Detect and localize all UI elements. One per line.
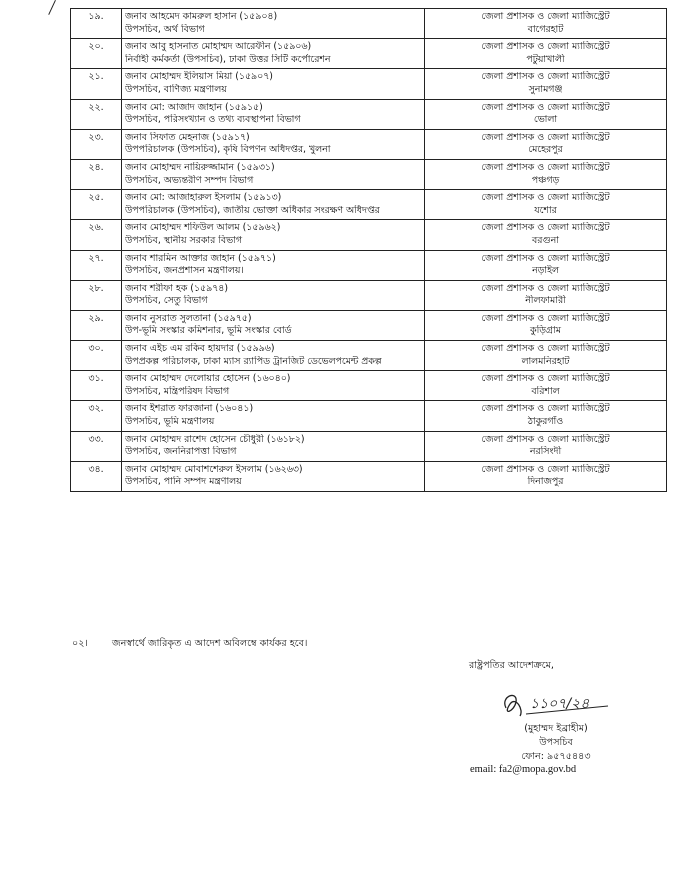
row-post-place: মেহেরপুর [528, 144, 563, 156]
row-person [122, 190, 425, 220]
row-person [122, 69, 425, 99]
corner-mark [48, 0, 56, 15]
row-person [122, 310, 425, 340]
row-person [122, 9, 425, 39]
paragraph-two [72, 637, 672, 652]
table-row [71, 99, 667, 129]
order-line: রাষ্ট্রপতির আদেশক্রমে, [469, 660, 554, 671]
row-post-title: জেলা প্রশাসক ও জেলা ম্যাজিস্ট্রেট [481, 161, 610, 173]
table-row [71, 461, 667, 491]
row-post-place: ভোলা [533, 114, 558, 126]
row-posting [425, 280, 667, 310]
row-posting [425, 310, 667, 340]
row-person [122, 250, 425, 280]
row-person [122, 39, 425, 69]
row-name: জনাব মো: আজাদ জাহান (১৫৯১৫) [125, 101, 263, 113]
row-post-place: সুনামগঞ্জ [528, 83, 563, 95]
row-name: জনাব মোহাম্মদ মোবাশশেরুল ইসলাম (১৬২৬৩) [125, 463, 303, 475]
row-person [122, 280, 425, 310]
row-post-title: জেলা প্রশাসক ও জেলা ম্যাজিস্ট্রেট [481, 11, 610, 22]
posting-table-body [71, 9, 667, 492]
row-name: জনাব ইশরাত ফারজানা (১৬০৪১) [125, 403, 254, 415]
table-row [71, 310, 667, 340]
row-name: জনাব মোহাম্মদ দেলোয়ার হোসেন (১৬০৪০) [125, 373, 291, 385]
row-name: জনাব মো: আজাহারুল ইসলাম (১৫৯১৩) [125, 192, 282, 204]
row-name: জনাব শারমিন আক্তার জাহান (১৫৯৭১) [125, 252, 276, 264]
row-serial: ২১. [71, 69, 122, 99]
row-post-title: জেলা প্রশাসক ও জেলা ম্যাজিস্ট্রেট [481, 41, 610, 53]
row-designation: উপসচিব, বাণিজ্য মন্ত্রণালয় [125, 83, 227, 95]
row-designation: নির্বাহী কর্মকর্তা (উপসচিব), ঢাকা উত্তর সিটি কর্পোরেশন [125, 53, 331, 65]
row-post-title: জেলা প্রশাসক ও জেলা ম্যাজিস্ট্রেট [481, 101, 610, 113]
row-post-title: জেলা প্রশাসক ও জেলা ম্যাজিস্ট্রেট [481, 312, 610, 324]
row-name: জনাব মোহাম্মদ শফিউল আলম (১৫৯৬২) [125, 222, 281, 234]
row-post-place: বরিশাল [531, 385, 560, 397]
row-post-title: জেলা প্রশাসক ও জেলা ম্যাজিস্ট্রেট [481, 343, 610, 355]
row-post-place: বাগেরহাট [527, 23, 564, 35]
row-name: জনাব মোহাম্মদ রাশেদ হোসেন চৌধুরী (১৬১৮২) [125, 433, 305, 445]
row-serial: ২২. [71, 99, 122, 129]
table-row [71, 220, 667, 250]
row-serial: ২৪. [71, 159, 122, 189]
table-row [71, 159, 667, 189]
row-serial: ৩১. [71, 371, 122, 401]
row-serial: ২৮. [71, 280, 122, 310]
row-name: জনাব মোহাম্মদ ইলিয়াস মিয়া (১৫৯০৭) [125, 71, 273, 83]
row-person [122, 461, 425, 491]
row-person [122, 129, 425, 159]
row-person [122, 159, 425, 189]
signer-designation: উপসচিব [539, 737, 573, 748]
signer-name: (মুহাম্মদ ইব্রাহীম) [524, 723, 588, 734]
row-post-title: জেলা প্রশাসক ও জেলা ম্যাজিস্ট্রেট [481, 403, 610, 415]
row-designation: উপসচিব, স্থানীয় সরকার বিভাগ [125, 234, 242, 246]
row-designation: উপপরিচালক (উপসচিব), জাতীয় ভোক্তা অধিকার সংরক্ষণ অধিদপ্তর [125, 204, 380, 216]
row-person [122, 341, 425, 371]
row-person [122, 401, 425, 431]
row-person [122, 220, 425, 250]
row-name: জনাব এইচ এম রকিব হায়দার (১৫৯৯৬) [125, 343, 275, 355]
row-designation: উপপ্রকল্প পরিচালক, ঢাকা ম্যাস র‍্যাপিড ট্রানজিট ডেভেলপমেন্ট প্রকল্প [125, 355, 382, 367]
row-post-title: জেলা প্রশাসক ও জেলা ম্যাজিস্ট্রেট [481, 463, 610, 475]
row-post-place: কুড়িগ্রাম [530, 325, 561, 337]
row-serial: ১৯. [71, 9, 122, 39]
row-post-place: লালমনিরহাট [521, 355, 570, 367]
signature-image [496, 686, 616, 722]
row-serial: ২৭. [71, 250, 122, 280]
row-posting [425, 9, 667, 39]
row-post-place: নড়াইল [532, 265, 559, 277]
table-row [71, 431, 667, 461]
table-row [71, 280, 667, 310]
row-post-title: জেলা প্রশাসক ও জেলা ম্যাজিস্ট্রেট [481, 131, 610, 143]
row-posting [425, 371, 667, 401]
row-post-title: জেলা প্রশাসক ও জেলা ম্যাজিস্ট্রেট [481, 252, 610, 264]
posting-table [70, 8, 667, 492]
row-serial: ৩৩. [71, 431, 122, 461]
row-post-place: ঠাকুরগাঁও [527, 416, 564, 428]
row-post-place: পটুয়াখালী [526, 53, 565, 65]
table-row [71, 9, 667, 39]
row-posting [425, 431, 667, 461]
row-serial: ২৫. [71, 190, 122, 220]
row-person [122, 99, 425, 129]
row-name: জনাব নুসরাত সুলতানা (১৫৯৭৫) [125, 312, 252, 324]
table-row [71, 250, 667, 280]
table-row [71, 371, 667, 401]
row-serial: ২০. [71, 39, 122, 69]
row-post-place: নরসিংদী [529, 446, 562, 458]
row-designation: উপসচিব, অভ্যন্তরীণ সম্পদ বিভাগ [125, 174, 254, 186]
row-posting [425, 461, 667, 491]
table-row [71, 39, 667, 69]
signer-phone: ফোন: ৯৫৭৫৪৪৩ [521, 751, 591, 762]
row-post-place: দিনাজপুর [527, 476, 564, 488]
row-designation: উপসচিব, মন্ত্রিপরিষদ বিভাগ [125, 385, 230, 397]
row-post-place: নীলফামারী [525, 295, 566, 307]
table-row [71, 190, 667, 220]
row-person [122, 371, 425, 401]
signature-date: ১১০৭/২৪ [530, 696, 590, 712]
row-posting [425, 220, 667, 250]
row-posting [425, 250, 667, 280]
row-serial: ৩০. [71, 341, 122, 371]
row-person [122, 431, 425, 461]
table-row [71, 401, 667, 431]
row-posting [425, 69, 667, 99]
row-posting [425, 190, 667, 220]
signature-block [476, 686, 636, 764]
row-name: জনাব মোহাম্মদ নায়িরুজ্জামান (১৫৯৩১) [125, 161, 275, 173]
row-name: জনাব আহমেদ কামরুল হাসান (১৫৯০৪) [125, 11, 278, 22]
row-posting [425, 341, 667, 371]
row-posting [425, 39, 667, 69]
row-post-place: বরগুনা [531, 234, 559, 246]
row-serial: ২৬. [71, 220, 122, 250]
row-post-title: জেলা প্রশাসক ও জেলা ম্যাজিস্ট্রেট [481, 373, 610, 385]
row-name: জনাব আবু হাসনাত মোহাম্মদ আরেফীন (১৫৯০৬) [125, 41, 312, 53]
row-post-place: পঞ্চগড় [531, 174, 560, 186]
paragraph-text: জনস্বার্থে জারিকৃত এ আদেশ অবিলম্বে কার্যকর হবে। [112, 638, 308, 649]
row-name: জনাব শরীফা হক (১৫৯৭৪) [125, 282, 229, 294]
row-post-place: যশোর [534, 204, 557, 216]
row-serial: ৩২. [71, 401, 122, 431]
row-serial: ৩৪. [71, 461, 122, 491]
row-post-title: জেলা প্রশাসক ও জেলা ম্যাজিস্ট্রেট [481, 222, 610, 234]
row-posting [425, 99, 667, 129]
row-posting [425, 159, 667, 189]
paragraph-number: ০২। [72, 638, 88, 649]
row-post-title: জেলা প্রশাসক ও জেলা ম্যাজিস্ট্রেট [481, 71, 610, 83]
signer-email: email: fa2@mopa.gov.bd [470, 764, 577, 775]
row-designation: উপসচিব, জননিরাপত্তা বিভাগ [125, 446, 237, 458]
table-row [71, 341, 667, 371]
table-row [71, 69, 667, 99]
row-designation: উপসচিব, পরিসংখ্যান ও তথ্য ব্যবস্থাপনা বিভাগ [125, 114, 301, 126]
row-posting [425, 401, 667, 431]
table-row [71, 129, 667, 159]
row-name: জনাব সিফাত মেহনাজ (১৫৯১৭) [125, 131, 250, 143]
row-serial: ২৩. [71, 129, 122, 159]
row-designation: উপসচিব, জনপ্রশাসন মন্ত্রণালয়। [125, 265, 244, 277]
row-designation: উপ-ভূমি সংস্কার কমিশনার, ভূমি সংস্কার বোর্ড [125, 325, 292, 337]
row-designation: উপসচিব, পানি সম্পদ মন্ত্রণালয় [125, 476, 242, 488]
row-posting [425, 129, 667, 159]
row-designation: উপসচিব, সেতু বিভাগ [125, 295, 208, 307]
row-serial: ২৯. [71, 310, 122, 340]
row-designation: উপপরিচালক (উপসচিব), কৃষি বিপণন অধিদপ্তর, খুলনা [125, 144, 331, 156]
row-post-title: জেলা প্রশাসক ও জেলা ম্যাজিস্ট্রেট [481, 282, 610, 294]
row-designation: উপসচিব, ভূমি মন্ত্রণালয় [125, 416, 215, 428]
row-post-title: জেলা প্রশাসক ও জেলা ম্যাজিস্ট্রেট [481, 192, 610, 204]
row-post-title: জেলা প্রশাসক ও জেলা ম্যাজিস্ট্রেট [481, 433, 610, 445]
row-designation: উপসচিব, অর্থ বিভাগ [125, 23, 205, 35]
